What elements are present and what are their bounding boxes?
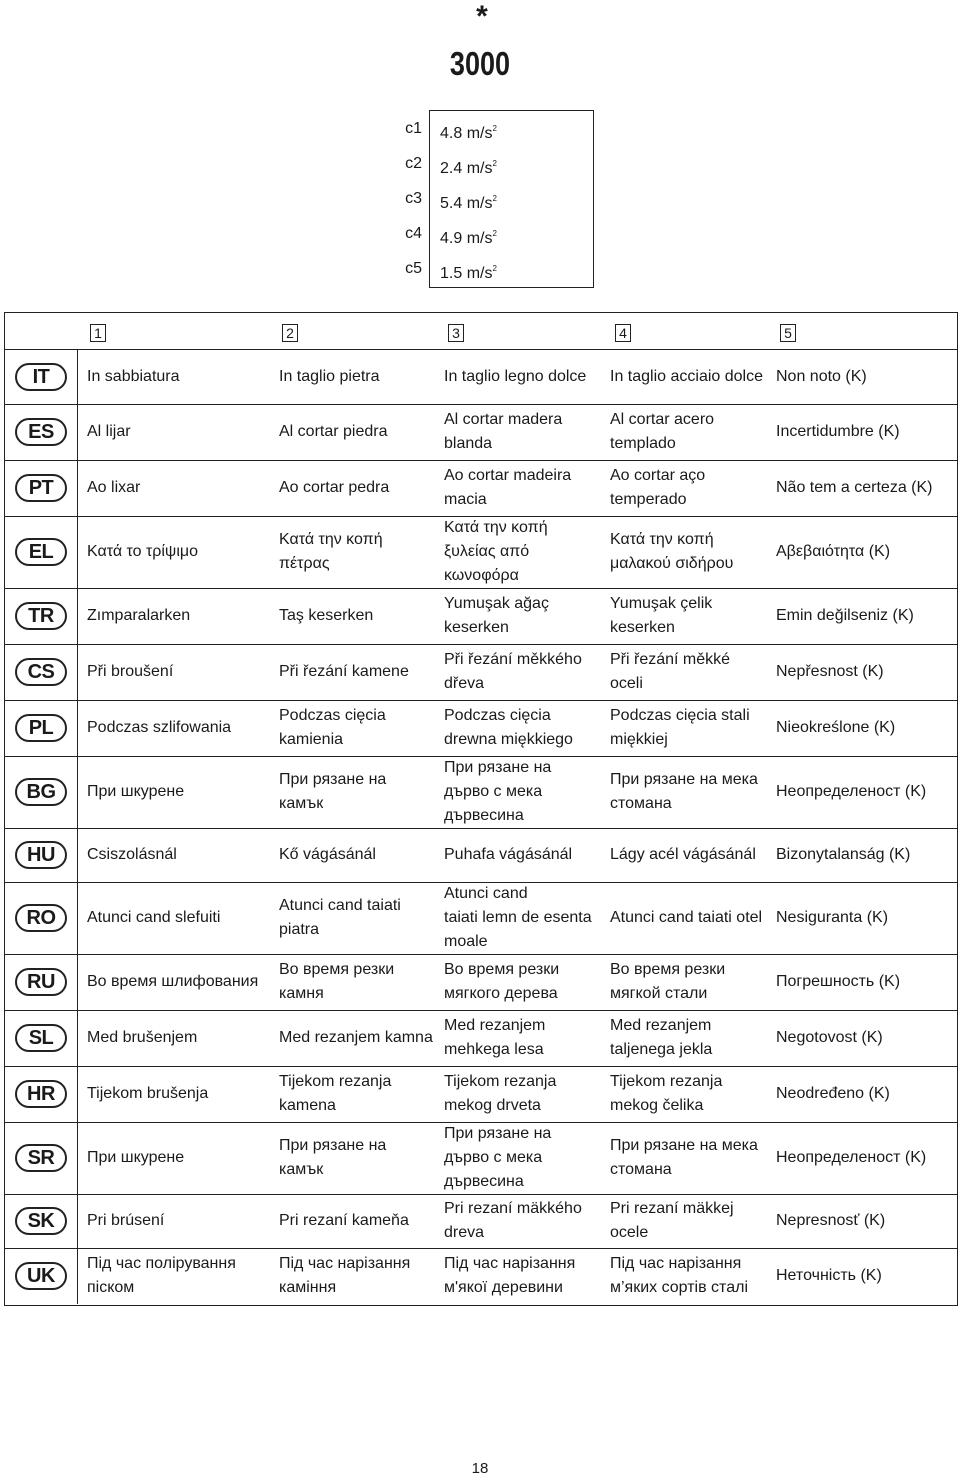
language-code-badge: PL <box>15 714 67 742</box>
row-separator <box>4 644 958 645</box>
table-cell: Κατά την κοπή πέτρας <box>279 531 383 572</box>
table-cell: Podczas cięcia stali miękkiej <box>610 707 750 748</box>
table-cell: Atunci cand taiati otel <box>610 909 763 926</box>
vibration-value-text: 4.9 m/s <box>440 230 493 247</box>
row-separator <box>4 1066 958 1067</box>
table-cell: Pri rezaní kameňa <box>279 1212 409 1229</box>
row-separator <box>4 1248 958 1249</box>
table-cell: Med rezanjem taljenega jekla <box>610 1017 713 1058</box>
table-cell: Não tem a certeza (K) <box>776 479 933 496</box>
vibration-value <box>440 112 580 146</box>
vibration-code: c2 <box>405 155 422 172</box>
column-number-box: 2 <box>282 324 298 342</box>
row-separator <box>4 828 958 829</box>
language-code-badge: ES <box>15 418 67 446</box>
table-cell: Во время шлифования <box>87 973 259 990</box>
table-cell: При рязане на камък <box>279 771 387 812</box>
table-cell: Ao lixar <box>87 479 141 496</box>
language-code-badge: SK <box>15 1207 67 1235</box>
column-number-box: 3 <box>448 324 464 342</box>
table-cell: Non noto (K) <box>776 367 867 385</box>
table-cell: Під час нарізання м’яких сортів сталі <box>610 1255 748 1296</box>
vibration-exponent: 2 <box>492 124 497 133</box>
table-cell: Při broušení <box>87 663 174 680</box>
table-cell: При рязане на мека стомана <box>610 771 758 812</box>
table-cell: При рязане на дърво с мека дървесина <box>444 759 552 824</box>
table-cell: Під час полірування піском <box>87 1255 236 1296</box>
table-cell: Emin değilseniz (K) <box>776 607 914 624</box>
language-code-badge: TR <box>15 602 67 630</box>
row-separator <box>4 700 958 701</box>
table-cell: При рязане на мека стомана <box>610 1137 758 1178</box>
table-cell: При шкурене <box>87 783 185 800</box>
language-code-badge: RU <box>15 968 67 996</box>
table-cell: Puhafa vágásánál <box>444 846 573 863</box>
table-cell: In taglio pietra <box>279 367 380 385</box>
table-cell: Podczas szlifowania <box>87 719 232 736</box>
table-cell: Во время резки камня <box>279 961 395 1002</box>
table-cell: Med rezanjem mehkega lesa <box>444 1017 546 1058</box>
table-cell: Tijekom rezanja kamena <box>279 1073 392 1114</box>
table-cell: Nesiguranta (K) <box>776 909 889 926</box>
language-code-badge: SL <box>15 1024 67 1052</box>
language-code-badge: HR <box>15 1080 67 1108</box>
table-cell: Taş keserken <box>279 607 374 624</box>
table-cell: Під час нарізання м'якої деревини <box>444 1255 576 1296</box>
table-cell: Αβεβαιότητα (K) <box>776 543 891 560</box>
vibration-exponent: 2 <box>492 264 497 273</box>
vibration-code: c1 <box>405 120 422 137</box>
vibration-code: c4 <box>405 225 422 242</box>
table-cell: Při řezání kamene <box>279 663 409 680</box>
table-cell: In taglio legno dolce <box>444 367 587 385</box>
table-cell: Ao cortar aço temperado <box>610 467 706 508</box>
table-cell: Κατά την κοπή μαλακού σιδήρου <box>610 531 734 572</box>
table-cell: Yumuşak çelik keserken <box>610 595 713 636</box>
row-separator <box>4 460 958 461</box>
table-cell: Incertidumbre (K) <box>776 423 900 440</box>
vibration-value <box>440 147 580 181</box>
vibration-value <box>440 217 580 251</box>
vibration-value-text: 2.4 m/s <box>440 160 493 177</box>
page-number: 18 <box>471 1460 489 1477</box>
table-cell: Podczas cięcia drewna miękkiego <box>444 707 573 748</box>
vibration-value-text: 5.4 m/s <box>440 195 493 212</box>
table-cell: Pri rezaní mäkkej ocele <box>610 1200 734 1241</box>
table-cell: Nepřesnost (K) <box>776 663 884 680</box>
table-cell: Tijekom brušenja <box>87 1085 209 1102</box>
table-cell: Al lijar <box>87 423 131 440</box>
table-cell: Při řezání měkkého dřeva <box>444 651 582 692</box>
language-code-badge: IT <box>15 363 67 391</box>
model-number: 3000 <box>449 45 511 82</box>
table-cell: Tijekom rezanja mekog čelika <box>610 1073 723 1114</box>
table-cell: Al cortar madera blanda <box>444 411 563 452</box>
table-cell: In taglio acciaio dolce <box>610 367 763 385</box>
table-cell: При рязане на камък <box>279 1137 387 1178</box>
table-cell: Ao cortar pedra <box>279 479 390 496</box>
table-cell: Neodređeno (K) <box>776 1085 890 1102</box>
column-number-box: 1 <box>90 324 106 342</box>
language-code-badge: SR <box>15 1144 67 1172</box>
table-cell: Al cortar acero templado <box>610 411 715 452</box>
row-separator <box>4 1010 958 1011</box>
table-cell: Погрешность (K) <box>776 973 901 990</box>
table-cell: Kő vágásánál <box>279 846 376 863</box>
row-separator <box>4 1194 958 1195</box>
language-code-badge: BG <box>15 778 67 806</box>
column-number-box: 5 <box>780 324 796 342</box>
table-cell: При шкурене <box>87 1149 185 1166</box>
table-cell: Pri brúsení <box>87 1212 165 1229</box>
table-cell: Csiszolásnál <box>87 846 177 863</box>
vibration-value-text: 1.5 m/s <box>440 265 493 282</box>
table-cell: Yumuşak ağaç keserken <box>444 595 549 636</box>
table-cell: Nieokreślone (K) <box>776 719 896 736</box>
column-number-box: 4 <box>615 324 631 342</box>
vibration-exponent: 2 <box>492 159 497 168</box>
vibration-value-text: 4.8 m/s <box>440 125 493 142</box>
table-cell: Lágy acél vágásánál <box>610 846 756 863</box>
vibration-value <box>440 182 580 216</box>
row-separator <box>4 404 958 405</box>
table-cell: Atunci cand taiati piatra <box>279 897 401 938</box>
table-cell: In sabbiatura <box>87 367 180 385</box>
table-cell: Во время резки мягкой стали <box>610 961 726 1002</box>
table-cell: Κατά το τρίψιμο <box>87 543 199 560</box>
vibration-exponent: 2 <box>492 194 497 203</box>
table-cell: Negotovost (K) <box>776 1029 883 1046</box>
vibration-exponent: 2 <box>492 229 497 238</box>
table-cell: Nepresnosť (K) <box>776 1212 886 1229</box>
vibration-value <box>440 252 580 286</box>
table-cell: Ao cortar madeira macia <box>444 467 572 508</box>
language-code-column-divider <box>77 349 78 1304</box>
table-cell: Al cortar piedra <box>279 423 388 440</box>
language-code-badge: EL <box>15 538 67 566</box>
row-separator <box>4 954 958 955</box>
language-code-badge: CS <box>15 658 67 686</box>
table-cell: Неопределеност (K) <box>776 783 927 800</box>
table-cell: Неточність (K) <box>776 1267 882 1284</box>
table-cell: Неопределеност (K) <box>776 1149 927 1166</box>
table-cell: Во время резки мягкого дерева <box>444 961 560 1002</box>
table-cell: Podczas cięcia kamienia <box>279 707 386 748</box>
language-code-badge: HU <box>15 841 67 869</box>
table-cell: Під час нарізання каміння <box>279 1255 411 1296</box>
language-code-badge: UK <box>15 1262 67 1290</box>
table-cell: Atunci cand taiati lemn de esenta moale <box>444 885 592 950</box>
header-separator <box>4 349 958 350</box>
language-code-badge: PT <box>15 474 67 502</box>
row-separator <box>4 588 958 589</box>
table-cell: При рязане на дърво с мека дървесина <box>444 1125 552 1190</box>
table-cell: Při řezání měkké oceli <box>610 651 731 692</box>
language-code-badge: RO <box>15 904 67 932</box>
table-cell: Pri rezaní mäkkého dreva <box>444 1200 582 1241</box>
table-cell: Med brušenjem <box>87 1029 198 1046</box>
table-cell: Zımparalarken <box>87 607 191 624</box>
vibration-code: c5 <box>405 260 422 277</box>
table-cell: Tijekom rezanja mekog drveta <box>444 1073 557 1114</box>
table-cell: Atunci cand slefuiti <box>87 909 221 926</box>
table-cell: Med rezanjem kamna <box>279 1029 433 1046</box>
vibration-code: c3 <box>405 190 422 207</box>
table-cell: Κατά την κοπή ξυλείας από κωνοφόρα <box>444 519 548 584</box>
asterisk-mark: * <box>476 0 488 33</box>
table-cell: Bizonytalanság (K) <box>776 846 911 863</box>
